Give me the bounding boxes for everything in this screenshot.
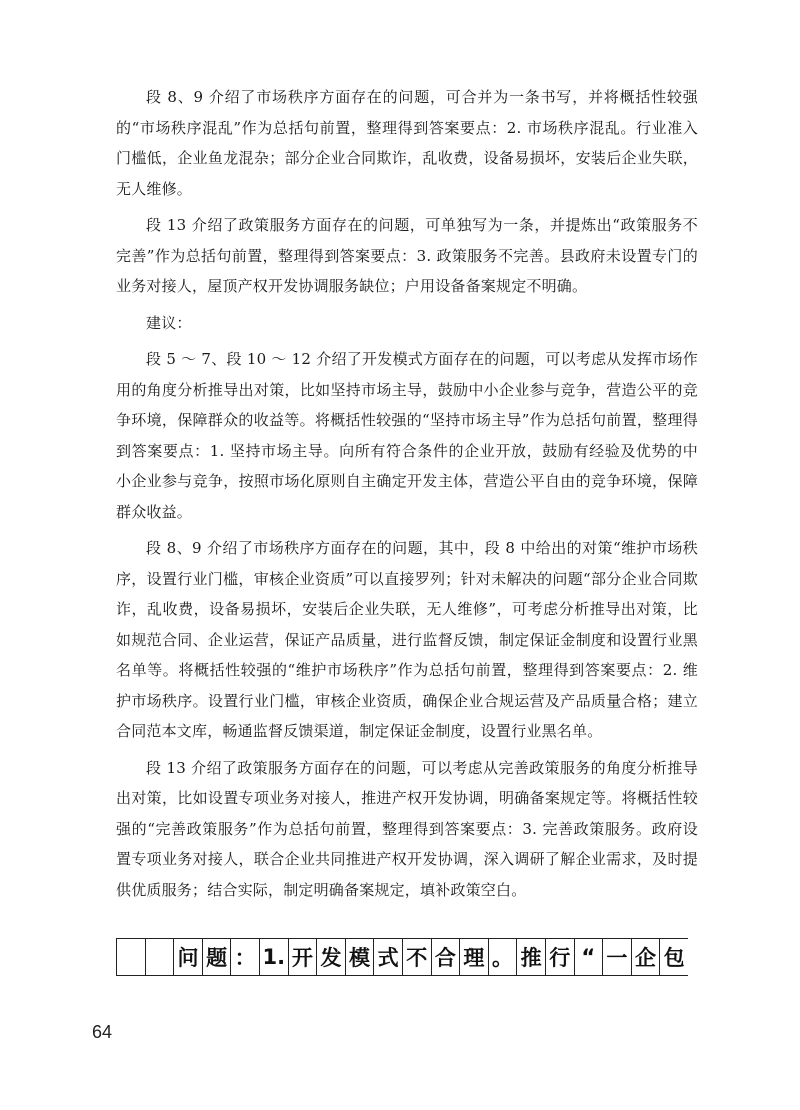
grid-cell: 行 (546, 939, 575, 975)
paragraph-suggestions-heading: 建议： (146, 313, 192, 332)
grid-cell: 1. (260, 939, 289, 975)
grid-cell: 发 (317, 939, 346, 975)
paragraph-policy-service-problem: 段 13 介绍了政策服务方面存在的问题，可单独写为一条，并提炼出“政策服务不完善”作为总括句前置，整理得到答案要点：3. 政策服务不完善。县政府未设置专门的业务对接人，屋顶产权开发协调服务缺位；户用设备备案规定不明确。 (116, 216, 698, 295)
grid-cell (146, 939, 175, 975)
page-body (116, 82, 698, 911)
grid-cell: ： (231, 939, 260, 975)
grid-cell: 。 (489, 939, 518, 975)
paragraph-market-led-suggestion: 段 5 ～ 7、段 10 ～ 12 介绍了开发模式方面存在的问题，可以考虑从发挥市场作用的角度分析推导出对策，比如坚持市场主导，鼓励中小企业参与竞争，营造公平的竞争环境，保障群众的收益等。将概括性较强的“坚持市场主导”作为总括句前置，整理得到答案要点：1. 坚持市场主导。向所有符合条件的企业开放，鼓励有经验及优势的中小企业参与竞争，按照市场化原则自主确定开发主体，营造公平自由的竞争环境，保障群众收益。 (116, 350, 698, 521)
grid-cell: 不 (403, 939, 432, 975)
paragraph-policy-service-suggestion: 段 13 介绍了政策服务方面存在的问题，可以考虑从完善政策服务的角度分析推导出对策，比如设置专项业务对接人，推进产权开发协调，明确备案规定等。将概括性较强的“完善政策服务”作为总括句前置，整理得到答案要点：3. 完善政策服务。政府设置专项业务对接人，联合企业共同推进产权开发协调，深入调研了解企业需求，及时提供优质服务；结合实际，制定明确备案规定，填补政策空白。 (116, 758, 698, 899)
grid-cell: 式 (374, 939, 403, 975)
grid-cell (117, 939, 146, 975)
grid-cell: 模 (346, 939, 375, 975)
grid-cell: 合 (432, 939, 461, 975)
paragraph-market-order-problem: 段 8、9 介绍了市场秩序方面存在的问题，可合并为一条书写，并将概括性较强的“市场秩序混乱”作为总括句前置，整理得到答案要点：2. 市场秩序混乱。行业准入门槛低，企业鱼龙混杂；部分企业合同欺诈，乱收费，设备易损坏，安装后企业失联，无人维修。 (116, 88, 698, 198)
grid-cell: 推 (517, 939, 546, 975)
grid-cell: 包 (663, 946, 685, 970)
grid-cell: 一 (603, 939, 632, 975)
grid-cell: 企 (632, 939, 661, 975)
grid-cell: 理 (460, 939, 489, 975)
paragraph-market-order-suggestion: 段 8、9 介绍了市场秩序方面存在的问题，其中，段 8 中给出的对策“维护市场秩序，设置行业门槛，审核企业资质”可以直接罗列；针对未解决的问题“部分企业合同欺诈，乱收费，设备易损坏，安装后企业失联，无人维修”，可考虑分析推导出对策，比如规范合同、企业运营，保证产品质量，进行监督反馈，制定保证金制度和设置行业黑名单等。将概括性较强的“维护市场秩序”作为总括句前置，整理得到答案要点：2. 维护市场秩序。设置行业门槛，审核企业资质，确保企业合规运营及产品质量合格；建立合同范本文库，畅通监督反馈渠道，制定保证金制度，设置行业黑名单。 (116, 539, 698, 740)
grid-cell: 问 (174, 939, 203, 975)
grid-cell: 题 (203, 939, 232, 975)
answer-grid-row (116, 938, 688, 976)
page-number: 64 (92, 1022, 113, 1042)
grid-cell: 开 (289, 939, 318, 975)
grid-cell: “ (575, 939, 604, 975)
